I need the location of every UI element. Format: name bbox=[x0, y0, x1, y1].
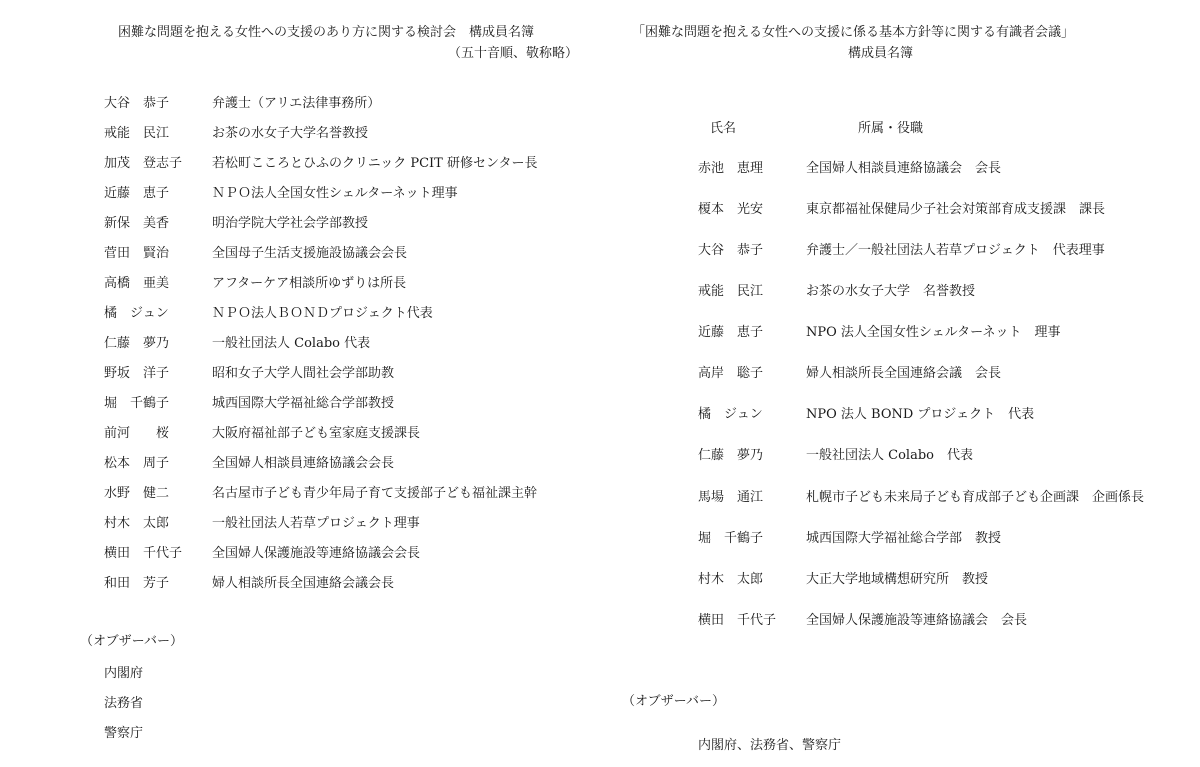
member-name: 野坂 洋子 bbox=[104, 366, 170, 381]
member-name: 高橋 亜美 bbox=[104, 276, 170, 291]
left-observer-item: 内閣府 bbox=[104, 666, 144, 681]
member-affiliation: NPO 法人全国女性シェルターネット 理事 bbox=[806, 325, 1061, 340]
member-name: 馬場 通江 bbox=[698, 490, 764, 505]
member-name: 前河 桜 bbox=[104, 426, 170, 441]
left-sort-note: （五十音順、敬称略） bbox=[448, 46, 579, 61]
member-affiliation: 明治学院大学社会学部教授 bbox=[212, 216, 369, 231]
member-affiliation: お茶の水女子大学名誉教授 bbox=[212, 126, 369, 141]
right-document bbox=[600, 0, 1200, 767]
column-header-affiliation: 所属・役職 bbox=[858, 121, 924, 136]
member-name: 村木 太郎 bbox=[698, 572, 764, 587]
member-name: 近藤 恵子 bbox=[104, 186, 170, 201]
member-affiliation: 弁護士／一般社団法人若草プロジェクト 代表理事 bbox=[806, 243, 1105, 258]
member-name: 村木 太郎 bbox=[104, 516, 170, 531]
member-affiliation: 一般社団法人 Colabo 代表 bbox=[806, 448, 973, 463]
member-affiliation: 一般社団法人若草プロジェクト理事 bbox=[212, 516, 420, 531]
member-name: 大谷 恭子 bbox=[698, 243, 764, 258]
member-affiliation: 大正大学地域構想研究所 教授 bbox=[806, 572, 989, 587]
member-name: 横田 千代子 bbox=[104, 546, 183, 561]
member-affiliation: 城西国際大学福祉総合学部教授 bbox=[212, 396, 395, 411]
member-name: 仁藤 夢乃 bbox=[104, 336, 170, 351]
member-affiliation: 名古屋市子ども青少年局子育て支援部子ども福祉課主幹 bbox=[212, 486, 538, 501]
member-affiliation: 婦人相談所長全国連絡会議 会長 bbox=[806, 366, 1002, 381]
member-name: 堀 千鶴子 bbox=[698, 531, 764, 546]
column-header-name: 氏名 bbox=[710, 121, 737, 136]
member-name: 榎本 光安 bbox=[698, 202, 764, 217]
member-name: 赤池 恵理 bbox=[698, 161, 764, 176]
member-affiliation: 大阪府福祉部子ども室家庭支援課長 bbox=[212, 426, 421, 441]
member-name: 橘 ジュン bbox=[104, 306, 169, 321]
member-name: 和田 芳子 bbox=[104, 576, 170, 591]
member-affiliation: 全国婦人保護施設等連絡協議会 会長 bbox=[806, 613, 1028, 628]
member-name: 戒能 民江 bbox=[104, 126, 170, 141]
member-affiliation: ＮＰＯ法人全国女性シェルターネット理事 bbox=[212, 186, 458, 201]
member-name: 菅田 賢治 bbox=[104, 246, 170, 261]
member-affiliation: 弁護士（アリエ法律事務所） bbox=[212, 96, 381, 111]
member-affiliation: 全国婦人相談員連絡協議会会長 bbox=[212, 456, 395, 471]
member-affiliation: 昭和女子大学人間社会学部助教 bbox=[212, 366, 395, 381]
right-document-subtitle: 構成員名簿 bbox=[848, 46, 914, 61]
member-affiliation: 札幌市子ども未来局子ども育成部子ども企画課 企画係長 bbox=[806, 490, 1145, 505]
left-observer-heading: （オブザーバー） bbox=[80, 634, 183, 649]
member-affiliation: お茶の水女子大学 名誉教授 bbox=[806, 284, 976, 299]
member-affiliation: 若松町こころとひふのクリニック PCIT 研修センター長 bbox=[212, 156, 538, 171]
member-name: 新保 美香 bbox=[104, 216, 170, 231]
member-name: 大谷 恭子 bbox=[104, 96, 170, 111]
member-affiliation: 東京都福祉保健局少子社会対策部育成支援課 課長 bbox=[806, 202, 1106, 217]
member-affiliation: NPO 法人 BOND プロジェクト 代表 bbox=[806, 407, 1035, 422]
member-affiliation: 婦人相談所長全国連絡会議会長 bbox=[212, 576, 395, 591]
member-name: 仁藤 夢乃 bbox=[698, 448, 764, 463]
member-affiliation: ＮＰＯ法人ＢＯＮＤプロジェクト代表 bbox=[212, 306, 433, 321]
left-document-title: 困難な問題を抱える女性への支援のあり方に関する検討会 構成員名簿 bbox=[118, 25, 535, 40]
left-observer-item: 警察庁 bbox=[104, 726, 144, 741]
left-observer-item: 法務省 bbox=[104, 696, 144, 711]
member-name: 橘 ジュン bbox=[698, 407, 763, 422]
member-name: 高岸 聡子 bbox=[698, 366, 764, 381]
member-name: 水野 健二 bbox=[104, 486, 170, 501]
member-name: 横田 千代子 bbox=[698, 613, 777, 628]
member-affiliation: 全国母子生活支援施設協議会会長 bbox=[212, 246, 408, 261]
member-name: 堀 千鶴子 bbox=[104, 396, 170, 411]
member-name: 戒能 民江 bbox=[698, 284, 764, 299]
member-affiliation: 全国婦人保護施設等連絡協議会会長 bbox=[212, 546, 421, 561]
member-affiliation: 一般社団法人 Colabo 代表 bbox=[212, 336, 371, 351]
member-affiliation: 全国婦人相談員連絡協議会 会長 bbox=[806, 161, 1002, 176]
member-name: 加茂 登志子 bbox=[104, 156, 183, 171]
member-name: 近藤 恵子 bbox=[698, 325, 764, 340]
right-document-title: 「困難な問題を抱える女性への支援に係る基本方針等に関する有識者会議」 bbox=[632, 25, 1075, 40]
member-affiliation: 城西国際大学福祉総合学部 教授 bbox=[806, 531, 1002, 546]
right-observer-heading: （オブザーバー） bbox=[622, 694, 725, 709]
member-affiliation: アフターケア相談所ゆずりは所長 bbox=[212, 276, 407, 291]
member-name: 松本 周子 bbox=[104, 456, 170, 471]
right-observer-list: 内閣府、法務省、警察庁 bbox=[698, 738, 842, 753]
